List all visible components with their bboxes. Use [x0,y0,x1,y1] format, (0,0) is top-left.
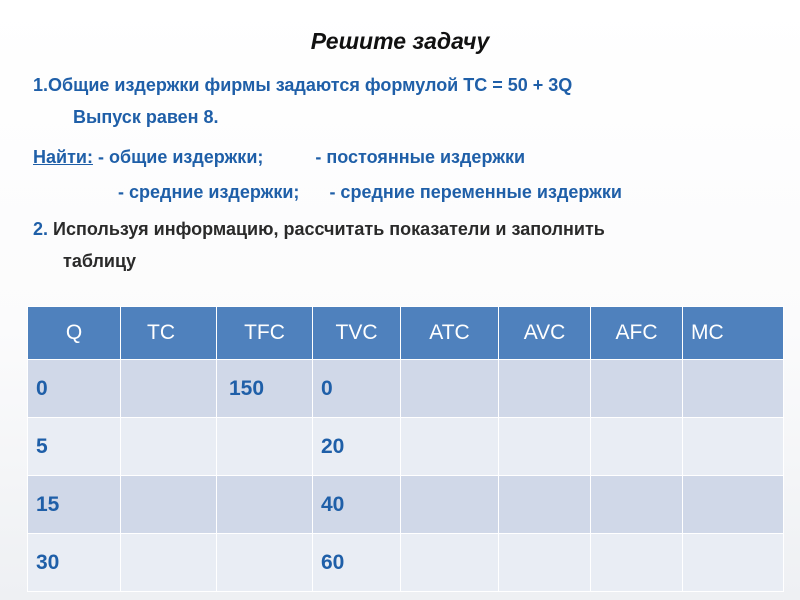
cell-q[interactable]: 5 [28,418,121,476]
header-avc: AVC [499,307,591,360]
cell-tfc[interactable]: 150 [217,360,313,418]
cell-tvc[interactable]: 60 [313,534,401,592]
table-row [28,534,784,592]
cell-q[interactable]: 30 [28,534,121,592]
cell-afc[interactable] [591,418,683,476]
table-row [28,360,784,418]
cell-mc[interactable] [683,360,784,418]
cell-atc[interactable] [401,476,499,534]
header-mc: MC [683,307,784,360]
cost-table [27,306,784,592]
find-item-total-costs: - общие издержки; [97,147,264,167]
cell-avc[interactable] [499,360,591,418]
table-row [28,476,784,534]
cell-atc[interactable] [401,534,499,592]
header-atc: ATC [401,307,499,360]
cell-mc[interactable] [683,476,784,534]
find-line2 [118,182,800,203]
header-afc: AFC [591,307,683,360]
cell-tfc[interactable] [217,418,313,476]
header-tfc: TFC [217,307,313,360]
cell-avc[interactable] [499,476,591,534]
page-title: Решите задачу [310,28,490,54]
cell-tc[interactable] [121,360,217,418]
task2-line2: таблицу [63,251,137,271]
find-item-average-costs: - средние издержки; [118,182,300,202]
header-q: Q [28,307,121,360]
cell-tvc[interactable]: 20 [313,418,401,476]
find-label: Найти: [33,147,93,167]
task1-line2: Выпуск равен 8. [73,107,219,127]
cell-afc[interactable] [591,534,683,592]
cell-atc[interactable] [401,360,499,418]
cell-tvc[interactable]: 40 [313,476,401,534]
table-header-row [28,307,784,360]
cell-tfc[interactable] [217,476,313,534]
cell-atc[interactable] [401,418,499,476]
header-tvc: TVC [313,307,401,360]
cell-mc[interactable] [683,418,784,476]
cell-tc[interactable] [121,534,217,592]
task2-line1 [33,219,783,240]
cell-mc[interactable] [683,534,784,592]
cell-tvc[interactable]: 0 [313,360,401,418]
header-tc: TC [121,307,217,360]
find-item-fixed-costs: - постоянные издержки [315,147,526,167]
task1-line1: 1.Общие издержки фирмы задаются формулой TC = 50 + 3Q [33,75,573,95]
cell-q[interactable]: 15 [28,476,121,534]
cell-tc[interactable] [121,418,217,476]
task2-text: Используя информацию, рассчитать показатели и заполнить [53,219,605,239]
table-row [28,418,784,476]
cell-tfc[interactable] [217,534,313,592]
cell-tc[interactable] [121,476,217,534]
cell-avc[interactable] [499,534,591,592]
find-line1 [33,147,783,168]
cell-q[interactable]: 0 [28,360,121,418]
task2-number: 2. [33,219,49,239]
cell-avc[interactable] [499,418,591,476]
cell-afc[interactable] [591,476,683,534]
find-item-average-variable-costs: - средние переменные издержки [329,182,622,202]
cell-afc[interactable] [591,360,683,418]
